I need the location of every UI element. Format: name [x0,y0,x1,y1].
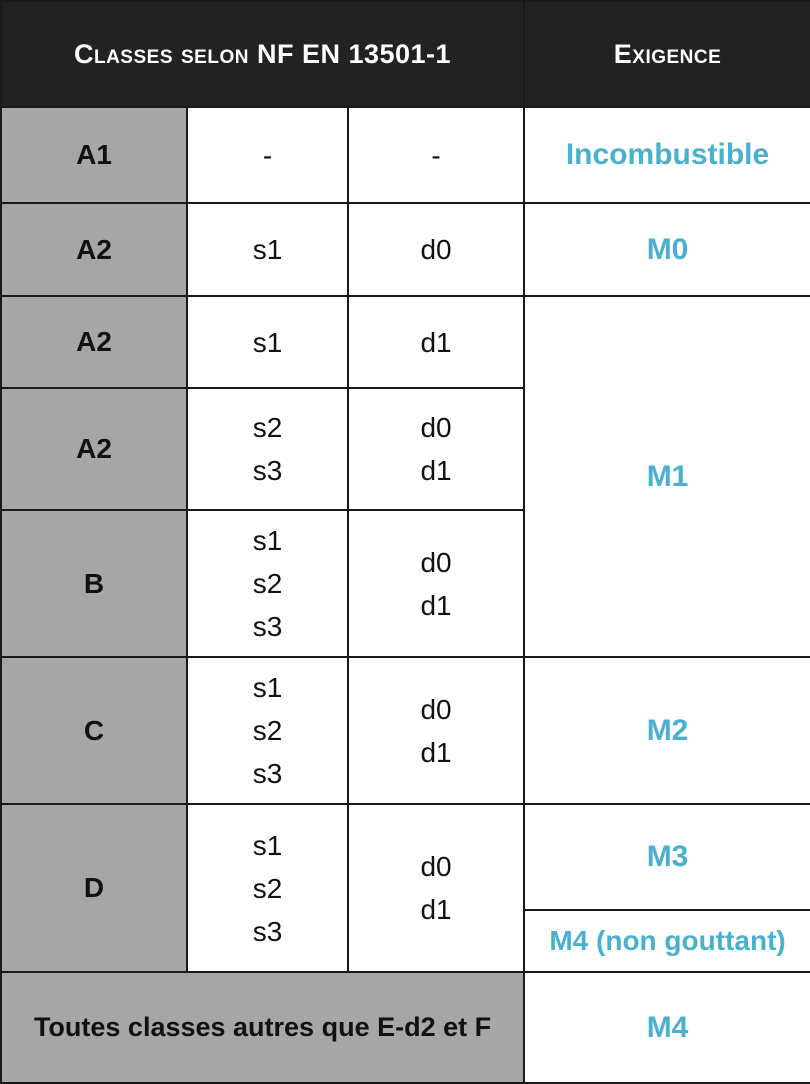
smoke-cell: - [187,107,348,203]
table-row [1,657,810,804]
droplet-cell: d0 d1 [348,657,524,804]
class-cell: D [1,804,187,972]
class-cell: B [1,510,187,657]
smoke-cell: s1 s2 s3 [187,657,348,804]
droplet-cell: d0 [348,203,524,296]
class-cell: A2 [1,203,187,296]
class-cell: A1 [1,107,187,203]
droplet-cell: d0 d1 [348,510,524,657]
class-cell: C [1,657,187,804]
header-exigence: Exigence [524,1,810,107]
class-cell: A2 [1,388,187,510]
smoke-cell: s1 s2 s3 [187,510,348,657]
requirement-cell: M0 [524,203,810,296]
smoke-cell: s2 s3 [187,388,348,510]
smoke-cell: s1 [187,296,348,388]
requirement-cell: Incombustible [524,107,810,203]
header-classes: Classes selon NF EN 13501-1 [1,1,524,107]
requirement-cell: M1 [524,296,810,657]
table-row [1,296,810,388]
droplet-cell: d0 d1 [348,388,524,510]
requirement-cell: M3 [524,804,810,910]
other-classes-cell: Toutes classes autres que E-d2 et F [1,972,524,1083]
class-cell: A2 [1,296,187,388]
table-row [1,107,810,203]
droplet-cell: d0 d1 [348,804,524,972]
droplet-cell: d1 [348,296,524,388]
requirement-cell: M4 (non gouttant) [524,910,810,972]
table-row [1,203,810,296]
table-row [1,804,810,910]
smoke-cell: s1 [187,203,348,296]
table-row [1,972,810,1083]
requirement-cell: M4 [524,972,810,1083]
smoke-cell: s1 s2 s3 [187,804,348,972]
requirement-cell: M2 [524,657,810,804]
droplet-cell: - [348,107,524,203]
